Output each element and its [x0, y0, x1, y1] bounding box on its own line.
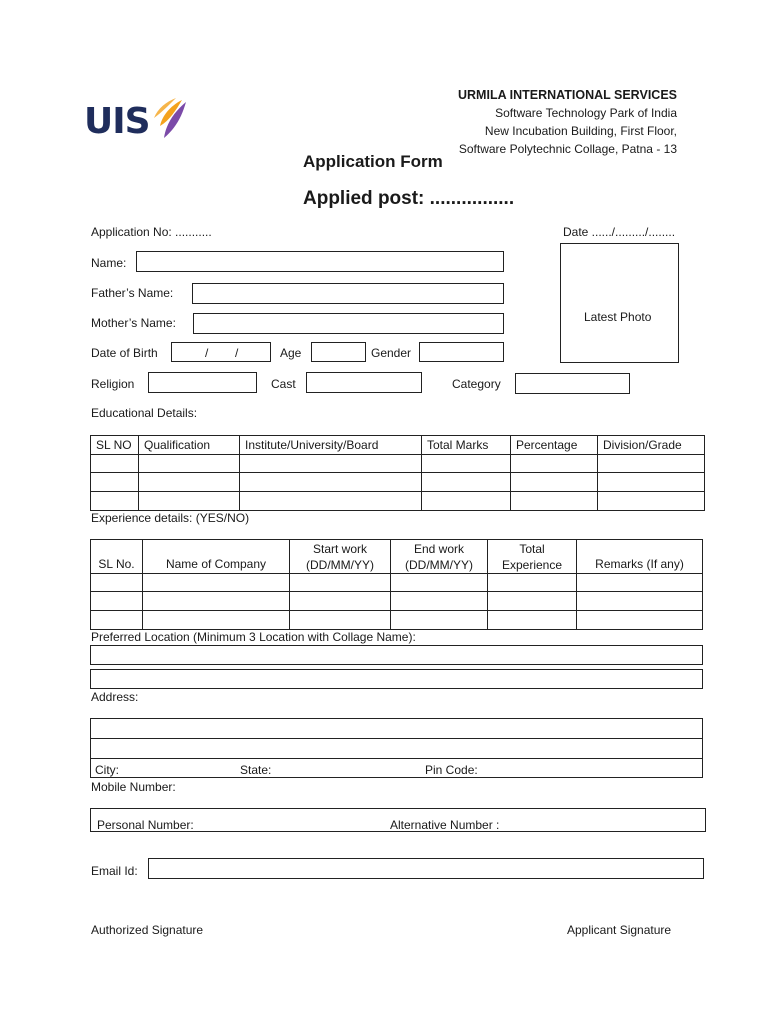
education-col-sl: SL NO	[91, 436, 139, 455]
preferred-location-field-2[interactable]	[90, 669, 703, 689]
education-col-percentage: Percentage	[511, 436, 598, 455]
age-field[interactable]	[311, 342, 366, 362]
authorized-signature-label: Authorized Signature	[91, 923, 204, 937]
education-row[interactable]	[91, 473, 705, 492]
education-col-total-marks: Total Marks	[422, 436, 511, 455]
education-row[interactable]	[91, 492, 705, 511]
education-col-division: Division/Grade	[598, 436, 705, 455]
email-field[interactable]	[148, 858, 704, 879]
logo-leaf-icon	[146, 96, 190, 142]
organization-info	[458, 86, 677, 158]
dob-label: Date of Birth	[91, 346, 158, 360]
category-field[interactable]	[515, 373, 630, 394]
mobile-number-heading: Mobile Number:	[91, 780, 176, 794]
mothers-name-field[interactable]	[193, 313, 504, 334]
experience-col-company: Name of Company	[143, 540, 290, 574]
date-label: Date ....../........./........	[563, 225, 676, 239]
address-divider	[90, 738, 703, 739]
preferred-location-field-1[interactable]	[90, 645, 703, 665]
preferred-location-heading: Preferred Location (Minimum 3 Location with Collage Name):	[91, 630, 416, 644]
dob-separators: / /	[205, 346, 239, 360]
experience-col-remarks: Remarks (If any)	[577, 540, 703, 574]
organization-name: URMILA INTERNATIONAL SERVICES	[458, 88, 677, 102]
address-line-3: Software Polytechnic Collage, Patna - 13	[458, 142, 677, 156]
address-divider	[90, 758, 703, 759]
cast-label: Cast	[271, 377, 296, 391]
applied-post: Applied post: ................	[303, 188, 515, 209]
experience-row[interactable]	[91, 574, 703, 592]
education-table	[90, 435, 705, 511]
applicant-signature-label: Applicant Signature	[567, 923, 672, 937]
fathers-name-label: Father’s Name:	[91, 286, 174, 300]
fathers-name-field[interactable]	[192, 283, 504, 304]
mothers-name-label: Mother’s Name:	[91, 316, 176, 330]
education-col-institute: Institute/University/Board	[240, 436, 422, 455]
state-label: State:	[240, 763, 272, 777]
application-number-label: Application No: ...........	[91, 225, 212, 239]
education-col-qualification: Qualification	[139, 436, 240, 455]
experience-col-total: Total Experience	[488, 540, 577, 574]
form-title: Application Form	[303, 152, 443, 171]
email-label: Email Id:	[91, 864, 138, 878]
experience-header-row	[91, 540, 703, 574]
name-label: Name:	[91, 256, 127, 270]
religion-field[interactable]	[148, 372, 257, 393]
experience-table	[90, 539, 703, 630]
address-line-2: New Incubation Building, First Floor,	[484, 124, 677, 138]
address-heading: Address:	[91, 690, 139, 704]
gender-field[interactable]	[419, 342, 504, 362]
latest-photo-label: Latest Photo	[584, 310, 652, 324]
education-row[interactable]	[91, 455, 705, 473]
name-field[interactable]	[136, 251, 504, 272]
religion-label: Religion	[91, 377, 135, 391]
experience-row[interactable]	[91, 592, 703, 611]
age-label: Age	[280, 346, 302, 360]
pin-code-label: Pin Code:	[425, 763, 478, 777]
experience-col-start: Start work (DD/MM/YY)	[290, 540, 391, 574]
category-label: Category	[452, 377, 501, 391]
educational-details-heading: Educational Details:	[91, 406, 198, 420]
address-line-1: Software Technology Park of India	[495, 106, 677, 120]
experience-col-end: End work (DD/MM/YY)	[391, 540, 488, 574]
education-header-row	[91, 436, 705, 455]
company-logo-text: UIS	[84, 101, 150, 142]
experience-col-sl: SL No.	[91, 540, 143, 574]
address-field[interactable]	[90, 718, 703, 778]
city-label: City:	[95, 763, 119, 777]
personal-number-label: Personal Number:	[97, 818, 194, 832]
photo-box[interactable]	[560, 243, 679, 363]
experience-row[interactable]	[91, 611, 703, 630]
alternative-number-label: Alternative Number :	[390, 818, 500, 832]
gender-label: Gender	[371, 346, 412, 360]
cast-field[interactable]	[306, 372, 422, 393]
experience-details-heading: Experience details: (YES/NO)	[91, 511, 250, 525]
